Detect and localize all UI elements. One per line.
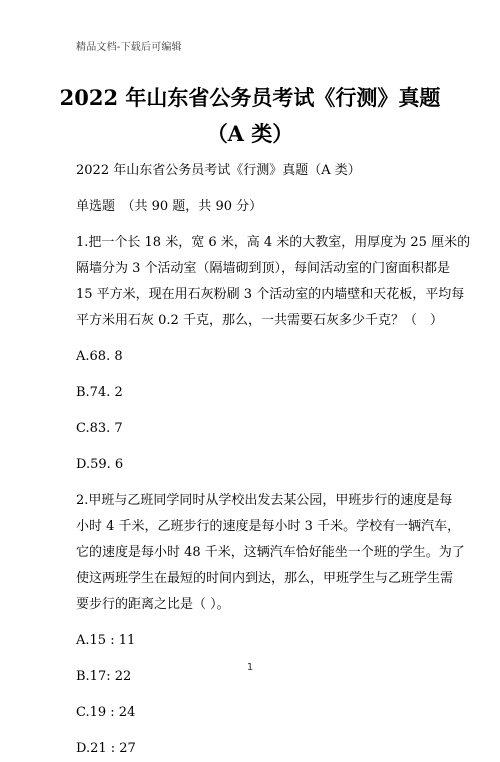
- section-heading: 单选题 （共 90 题，共 90 分）: [76, 199, 263, 214]
- question-1-option-b: B.74. 2: [76, 385, 123, 400]
- question-2-line: 要步行的距离之比是（ ）。: [76, 597, 230, 612]
- page-number: 1: [246, 662, 254, 673]
- question-2-line: 使这两班学生在最短的时间内到达，那么，甲班学生与乙班学生需: [76, 571, 454, 586]
- question-1-option-a: A.68. 8: [76, 349, 123, 364]
- question-1-option-c: C.83. 7: [76, 421, 123, 436]
- question-2-option-d: D.21 : 27: [76, 741, 136, 756]
- question-1-option-d: D.59. 6: [76, 457, 124, 472]
- question-2: [76, 488, 465, 762]
- question-1-line: 15 平方米，现在用石灰粉刷 3 个活动室的内墙壁和天花板，平均每: [76, 287, 465, 302]
- question-1: [76, 230, 471, 488]
- question-2-line: 2.甲班与乙班同学同时从学校出发去某公园，甲班步行的速度是每: [76, 493, 453, 508]
- subtitle: 2022 年山东省公务员考试《行测》真题（A 类）: [76, 163, 361, 178]
- question-2-line: 小时 4 千米，乙班步行的速度是每小时 3 千米。学校有一辆汽车，: [76, 519, 461, 534]
- document-title-line2: （A 类）: [206, 121, 294, 146]
- question-1-line: 平方米用石灰 0.2 千克，那么，一共需要石灰多少千克？（ ）: [76, 313, 443, 328]
- question-2-option-a: A.15 : 11: [76, 633, 136, 648]
- header-note: 精品文档-下载后可编辑: [76, 42, 182, 53]
- question-1-line: 1.把一个长 18 米，宽 6 米，高 4 米的大教室，用厚度为 25 厘米的: [76, 235, 471, 250]
- question-2-option-c: C.19 : 24: [76, 705, 136, 720]
- document-title-line1: 2022 年山东省公务员考试《行测》真题: [59, 85, 441, 110]
- question-2-option-b: B.17: 22: [76, 669, 132, 684]
- question-1-line: 隔墙分为 3 个活动室（隔墙砌到顶），每间活动室的门窗面积都是: [76, 261, 451, 276]
- question-2-line: 它的速度是每小时 48 千米，这辆汽车恰好能坐一个班的学生。为了: [76, 545, 465, 560]
